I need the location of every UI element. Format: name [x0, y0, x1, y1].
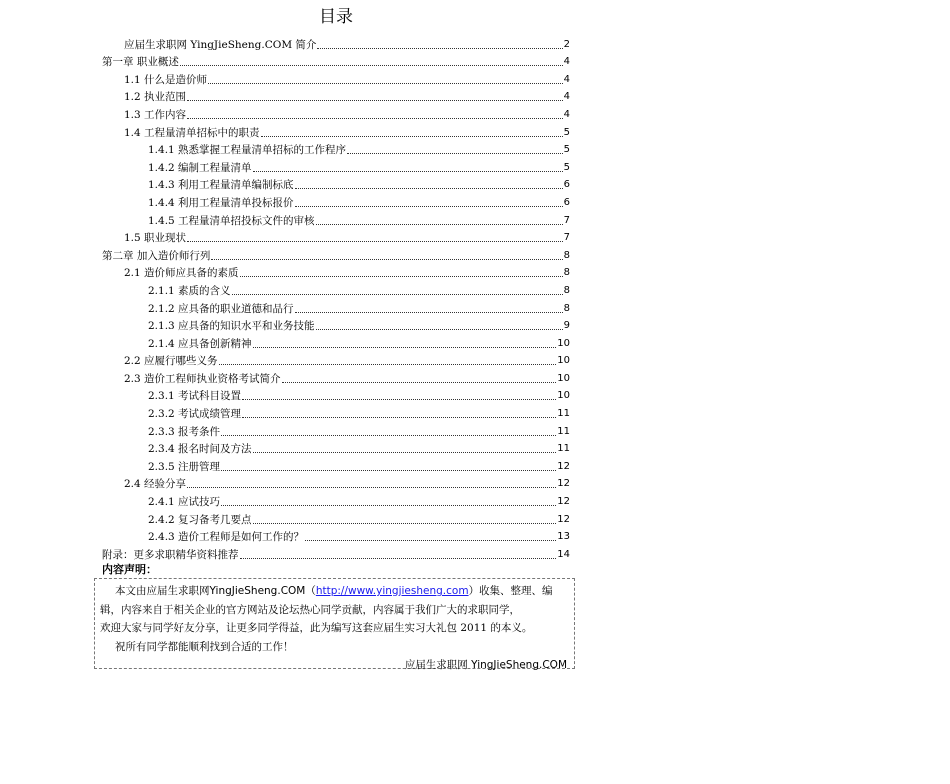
toc-page-number: 12	[557, 496, 570, 508]
toc-entry[interactable]	[102, 439, 570, 457]
toc-entry[interactable]	[102, 368, 570, 386]
toc-dot-leader	[221, 470, 556, 471]
toc-dot-leader	[253, 171, 563, 172]
toc-entry[interactable]	[102, 544, 570, 562]
toc-page-number: 13	[557, 531, 570, 543]
website-link[interactable]: http://www.yingjiesheng.com	[315, 585, 469, 597]
toc-page-number: 7	[563, 214, 570, 226]
toc-dot-leader	[240, 558, 557, 559]
toc-entry[interactable]	[102, 280, 570, 298]
toc-page-number: 6	[563, 196, 570, 208]
toc-dot-leader	[221, 435, 556, 436]
toc-entry-title: 2.4.3 造价工程师是如何工作的？	[148, 531, 305, 544]
toc-entry[interactable]	[102, 52, 570, 70]
toc-dot-leader	[295, 188, 563, 189]
toc-entry-title: 2.1.4 应具备创新精神	[148, 337, 252, 350]
statement-paren-open: （	[305, 585, 316, 597]
toc-page-number: 8	[563, 284, 570, 296]
toc-entry-title: 2.1 造价师应具备的素质	[124, 267, 239, 280]
toc-entry[interactable]	[102, 175, 570, 193]
toc-entry-title: 2.1.3 应具备的知识水平和业务技能	[148, 320, 315, 333]
toc-entry[interactable]	[102, 69, 570, 87]
toc-entry-title: 附录：更多求职精华资料推荐	[102, 548, 239, 561]
statement-line-1-prefix: 本文由应届生求职网	[115, 585, 210, 597]
toc-entry-title: 2.1.2 应具备的职业道德和品行	[148, 302, 294, 315]
toc-entry[interactable]	[102, 245, 570, 263]
toc-page-number: 11	[557, 408, 570, 420]
toc-dot-leader	[261, 136, 563, 137]
toc-page-number: 10	[557, 372, 570, 384]
toc-dot-leader	[253, 523, 557, 524]
statement-line-3: 欢迎大家与同学好友分享，让更多同学得益，此为编写这套应届生实习大礼包 2011 的本义。	[100, 622, 533, 634]
toc-page-number: 8	[563, 249, 570, 261]
toc-entry[interactable]	[102, 527, 570, 545]
toc-entry[interactable]	[102, 228, 570, 246]
toc-page-number: 10	[557, 390, 570, 402]
toc-dot-leader	[187, 100, 563, 101]
toc-entry[interactable]	[102, 34, 570, 52]
toc-dot-leader	[347, 153, 563, 154]
toc-entry-title: 1.4.5 工程量清单招投标文件的审核	[148, 214, 315, 227]
toc-page-number: 4	[563, 91, 570, 103]
toc-entry[interactable]	[102, 298, 570, 316]
toc-dot-leader	[317, 48, 562, 49]
toc-entry-title: 2.3.4 报名时间及方法	[148, 443, 252, 456]
toc-entry-title: 2.1.1 素质的含义	[148, 284, 231, 297]
toc-dot-leader	[219, 364, 557, 365]
toc-dot-leader	[253, 347, 557, 348]
toc-entry-title: 第一章 职业概述	[102, 56, 179, 69]
toc-dot-leader	[180, 65, 563, 66]
toc-entry-title: 2.4 经验分享	[124, 478, 187, 491]
statement-line-4: 祝所有同学都能顺利找到合适的工作！	[115, 640, 294, 653]
toc-entry[interactable]	[102, 474, 570, 492]
toc-entry[interactable]	[102, 456, 570, 474]
toc-page-number: 4	[563, 108, 570, 120]
statement-box	[94, 578, 575, 669]
toc-page-number: 10	[557, 355, 570, 367]
toc-entry[interactable]	[102, 386, 570, 404]
toc-entry[interactable]	[102, 192, 570, 210]
toc-dot-leader	[208, 83, 563, 84]
toc-page-number: 2	[563, 38, 570, 50]
toc-entry[interactable]	[102, 316, 570, 334]
toc-entry[interactable]	[102, 421, 570, 439]
toc-dot-leader	[240, 276, 563, 277]
signature-prefix: 应届生求职网	[404, 659, 472, 671]
toc-entry-title: 1.4.1 熟悉掌握工程量清单招标的工作程序	[148, 144, 347, 157]
toc-entry[interactable]	[102, 403, 570, 421]
toc-entry-title: 2.3.2 考试成绩管理	[148, 408, 242, 421]
signature-brand: YingJieSheng.COM	[471, 659, 567, 671]
toc-page-number: 10	[557, 337, 570, 349]
toc-entry-title: 第二章 加入造价师行列	[102, 249, 211, 262]
toc-dot-leader	[242, 417, 556, 418]
toc-entry-title: 1.4.2 编制工程量清单	[148, 161, 252, 174]
toc-entry[interactable]	[102, 509, 570, 527]
toc-page-number: 4	[563, 56, 570, 68]
page-title: 目录	[319, 7, 353, 27]
toc-page-number: 11	[557, 443, 570, 455]
toc-entry[interactable]	[102, 210, 570, 228]
toc-dot-leader	[221, 505, 556, 506]
toc-entry-title: 1.5 职业现状	[124, 232, 187, 245]
toc-entry[interactable]	[102, 122, 570, 140]
toc-entry-title: 2.3.5 注册管理	[148, 460, 221, 473]
table-of-contents	[102, 34, 570, 562]
toc-entry[interactable]	[102, 87, 570, 105]
toc-entry-title: 2.3 造价工程师执业资格考试简介	[124, 372, 281, 385]
toc-dot-leader	[187, 241, 563, 242]
toc-dot-leader	[295, 206, 563, 207]
toc-entry-title: 1.2 执业范围	[124, 91, 187, 104]
toc-entry-title: 2.4.1 应试技巧	[148, 496, 221, 509]
toc-page-number: 5	[563, 144, 570, 156]
toc-page-number: 5	[563, 126, 570, 138]
statement-line-1-suffix: ）收集、整理、编	[468, 585, 553, 597]
toc-dot-leader	[305, 540, 556, 541]
toc-dot-leader	[295, 312, 563, 313]
toc-entry-title: 2.2 应履行哪些义务	[124, 355, 218, 368]
statement-line-2: 辑，内容来自于相关企业的官方网站及论坛热心同学贡献，内容属于我们广大的求职同学，	[100, 603, 520, 616]
statement-signature	[100, 656, 569, 675]
statement-brand: YingJieSheng.COM	[209, 585, 306, 597]
toc-entry[interactable]	[102, 351, 570, 369]
toc-entry[interactable]	[102, 140, 570, 158]
toc-page-number: 6	[563, 179, 570, 191]
toc-entry-title: 2.4.2 复习备考几要点	[148, 513, 252, 526]
toc-dot-leader	[187, 487, 556, 488]
toc-entry-title: 1.3 工作内容	[124, 108, 187, 121]
toc-entry-title: 2.3.1 考试科目设置	[148, 390, 242, 403]
toc-entry[interactable]	[102, 104, 570, 122]
toc-entry-title: 1.4 工程量清单招标中的职责	[124, 126, 260, 139]
toc-page-number: 7	[563, 232, 570, 244]
toc-page-number: 8	[563, 267, 570, 279]
toc-entry-title: 2.3.3 报考条件	[148, 425, 221, 438]
toc-page-number: 9	[563, 320, 570, 332]
toc-page-number: 12	[557, 460, 570, 472]
toc-dot-leader	[242, 399, 556, 400]
toc-page-number: 12	[557, 478, 570, 490]
toc-dot-leader	[211, 259, 562, 260]
toc-page-number: 5	[563, 161, 570, 173]
toc-dot-leader	[282, 382, 557, 383]
statement-heading: 内容声明：	[102, 563, 157, 576]
toc-dot-leader	[316, 329, 563, 330]
toc-page-number: 4	[563, 73, 570, 85]
statement-line-1	[100, 582, 569, 601]
toc-entry-title: 应届生求职网 YingJieSheng.COM 简介	[124, 38, 317, 51]
toc-entry-title: 1.4.3 利用工程量清单编制标底	[148, 179, 294, 192]
toc-dot-leader	[316, 224, 563, 225]
toc-entry[interactable]	[102, 333, 570, 351]
toc-page-number: 11	[557, 425, 570, 437]
toc-dot-leader	[253, 452, 557, 453]
toc-entry[interactable]	[102, 157, 570, 175]
toc-entry-title: 1.1 什么是造价师	[124, 73, 208, 86]
toc-page-number: 14	[557, 548, 570, 560]
toc-dot-leader	[232, 294, 563, 295]
toc-entry[interactable]	[102, 263, 570, 281]
toc-entry-title: 1.4.4 利用工程量清单投标报价	[148, 196, 294, 209]
toc-entry[interactable]	[102, 491, 570, 509]
toc-page-number: 12	[557, 513, 570, 525]
toc-page-number: 8	[563, 302, 570, 314]
toc-dot-leader	[187, 118, 563, 119]
